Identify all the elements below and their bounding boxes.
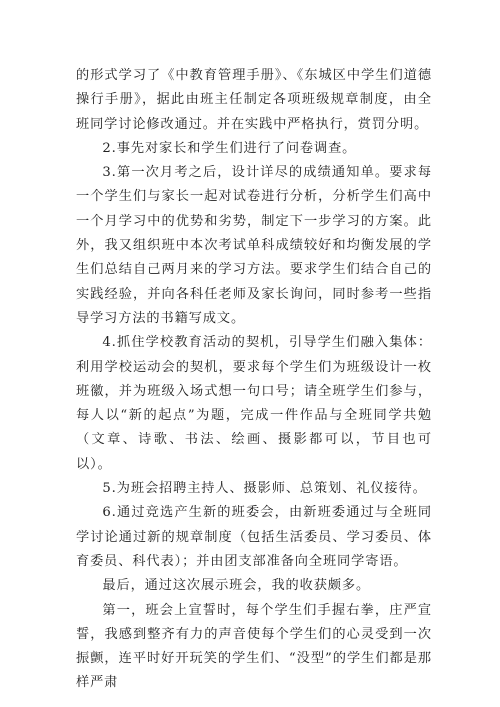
paragraph-item-4: 4.抓住学校教育活动的契机，引导学生们融入集体：利用学校运动会的契机，要求每个学生们为班级设计一枚班徽，并为班级入场式想一句口号；请全班学生们参与，每人以“新的起点”为题，完成一件作品与全班同学共勉（文章、诗歌、书法、绘画、摄影都可以，节目也可以）。 (76, 335, 432, 472)
paragraph-item-2: 2.事先对家长和学生们进行了问卷调查。 (102, 140, 357, 156)
paragraph-item-6: 6.通过竞选产生新的班委会，由新班委通过与全班同学讨论通过新的规章制度（包括生活委员、学习委员、体育委员、科代表）；并由团支部准备向全班同学寄语。 (76, 505, 432, 569)
paragraph-item-3: 3.第一次月考之后，设计详尽的成绩通知单。要求每一个学生们与家长一起对试卷进行分析，分析学生们高中一个月学习中的优势和劣势，制定下一步学习的方案。此外，我又组织班中本次考试单科成绩较好和均衡发展的学生们总结自己两月来的学习方法。要求学生们结合自己的实践经验，并向各科任老师及家长询问，同时参考一些指导学习方法的书籍写成文。 (76, 165, 432, 326)
paragraph-summary: 最后，通过这次展示班会，我的收获颇多。 (102, 578, 371, 594)
paragraph-first-point: 第一，班会上宣誓时，每个学生们手握右拳，庄严宣誓，我感到整齐有力的声音使每个学生们的心灵受到一次振颤，连平时好开玩笑的学生们、“没型”的学生们都是那样严肃 (76, 602, 432, 691)
paragraph-continuation: 的形式学习了《中教育管理手册》、《东城区中学生们道德操行手册》，据此由班主任制定各项班级规章制度，由全班同学讨论修改通过。并在实践中严格执行，赏罚分明。 (76, 68, 432, 132)
document-body (76, 64, 432, 696)
paragraph-item-5: 5.为班会招聘主持人、摄影师、总策划、礼仪接待。 (102, 481, 427, 497)
